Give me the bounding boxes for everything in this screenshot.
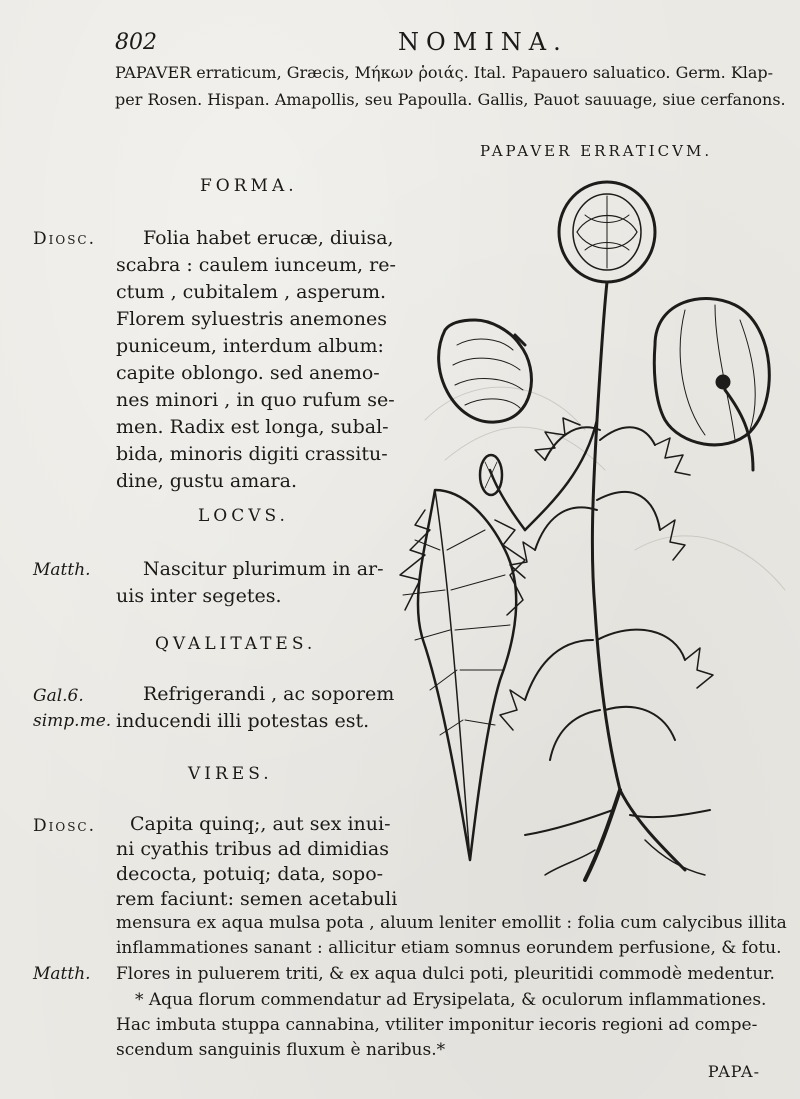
margin-note-matth: Matth. bbox=[33, 964, 91, 984]
text-line: scabra : caulem iunceum, re- bbox=[116, 254, 396, 276]
text-line: inducendi illi potestas est. bbox=[116, 710, 370, 732]
text-line: Florem syluestris anemones bbox=[116, 308, 387, 330]
margin-note-diosc: Diosc. bbox=[33, 229, 97, 249]
section-title-qualitates: QVALITATES. bbox=[155, 634, 317, 654]
leaf-cluster-lower bbox=[500, 630, 713, 760]
text-line: Capita quinq;, aut sex inui- bbox=[130, 813, 391, 835]
text-line: Refrigerandi , ac soporem bbox=[143, 683, 395, 705]
text-line: ni cyathis tribus ad dimidias bbox=[116, 838, 389, 860]
text-line: rem faciunt: semen acetabuli bbox=[116, 888, 398, 910]
text-line: scendum sanguinis fluxum è naribus.* bbox=[116, 1040, 446, 1060]
catchword: PAPA- bbox=[707, 1062, 760, 1081]
synonyms-line-2: per Rosen. Hispan. Amapollis, seu Papoulla. Gallis, Pauot sauuage, siue cerfanons. bbox=[115, 90, 786, 109]
poppy-root bbox=[525, 790, 710, 880]
margin-note-galen: Gal.6. bbox=[33, 686, 84, 706]
text-line: capite oblongo. sed anemo- bbox=[116, 362, 380, 384]
seed-capsule-top bbox=[559, 182, 655, 282]
text-line: * Aqua florum commendatur ad Erysipelata, & oculorum inflammationes. bbox=[135, 990, 767, 1010]
poppy-stem bbox=[592, 282, 620, 790]
text-line: bida, minoris digiti crassitu- bbox=[116, 443, 388, 465]
text-line: uis inter segetes. bbox=[116, 585, 282, 607]
text-line: decocta, potuiq; data, sopo- bbox=[116, 863, 384, 885]
poppy-bud bbox=[480, 455, 502, 495]
leaf-cluster-upper bbox=[510, 418, 690, 578]
page-number: 802 bbox=[115, 30, 157, 55]
running-head: NOMINA. bbox=[398, 28, 568, 56]
text-line: dine, gustu amara. bbox=[116, 470, 297, 492]
seed-capsule-left bbox=[439, 320, 532, 422]
section-title-vires: VIRES. bbox=[188, 764, 273, 784]
text-line: Flores in puluerem triti, & ex aqua dulci poti, pleuritidi commodè medentur. bbox=[116, 964, 775, 984]
text-line: Hac imbuta stuppa cannabina, vtiliter imponitur iecoris regioni ad compe- bbox=[116, 1015, 758, 1035]
section-title-forma: FORMA. bbox=[200, 176, 298, 196]
seed-capsule-right bbox=[654, 298, 769, 470]
synonyms-line-1: PAPAVER erraticum, Græcis, Μήκων ῥοιάς. Ital. Papauero saluatico. Germ. Klap- bbox=[115, 63, 774, 82]
text-line: nes minori , in quo rufum se- bbox=[116, 389, 395, 411]
margin-note-matth: Matth. bbox=[33, 560, 91, 580]
margin-note-diosc: Diosc. bbox=[33, 816, 97, 836]
text-line: Nascitur plurimum in ar- bbox=[143, 558, 384, 580]
text-line: mensura ex aqua mulsa pota , aluum leniter emollit : folia cum calycibus illita bbox=[116, 913, 787, 933]
text-line: puniceum, interdum album: bbox=[116, 335, 384, 357]
margin-note-simp: simp.me. bbox=[33, 711, 112, 731]
text-line: Folia habet erucæ, diuisa, bbox=[143, 227, 394, 249]
text-line: men. Radix est longa, subal- bbox=[116, 416, 389, 438]
text-line: ctum , cubitalem , asperum. bbox=[116, 281, 387, 303]
text-line: inflammationes sanant : allicitur etiam somnus eorundem perfusione, & fotu. bbox=[116, 938, 782, 958]
section-title-locus: LOCVS. bbox=[198, 506, 289, 526]
poppy-woodcut-illustration bbox=[385, 170, 795, 900]
leaf-left bbox=[400, 490, 525, 860]
figure-caption: PAPAVER ERRATICVM. bbox=[480, 142, 713, 160]
